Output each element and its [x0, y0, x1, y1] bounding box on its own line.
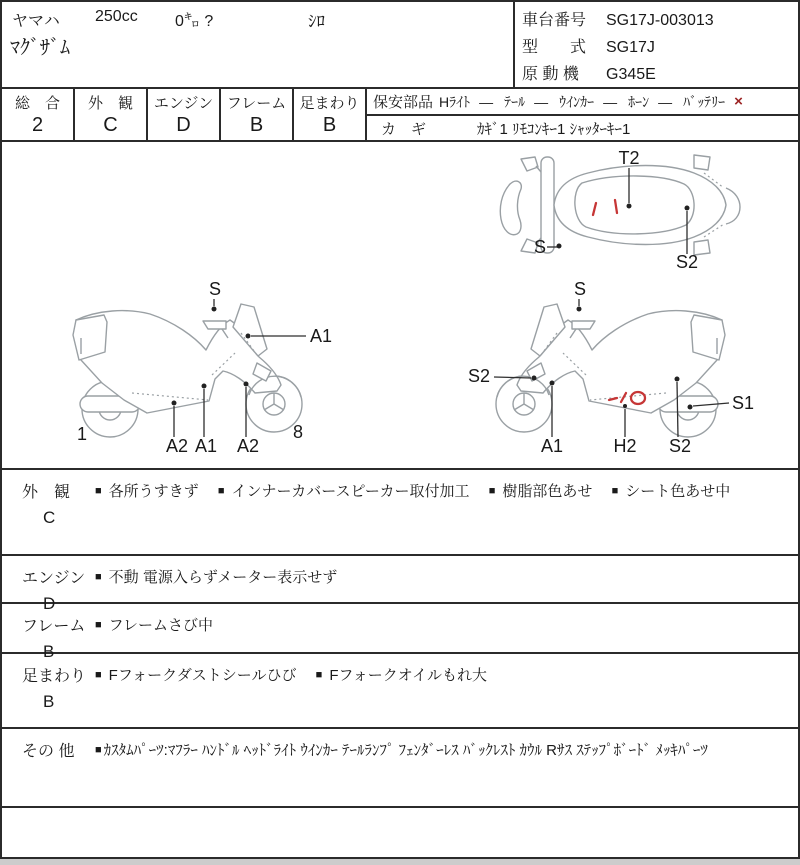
- diagram-label-a1: A1: [194, 436, 218, 456]
- left-side-view-diagram: [60, 278, 350, 463]
- diagram-label-s1: S1: [732, 393, 755, 413]
- note-item: ■ ｶｽﾀﾑﾊﾟｰﾂ:ﾏﾌﾗｰ ﾊﾝﾄﾞﾙ ﾍｯﾄﾞﾗｲﾄ ｳｲﾝｶｰ ﾃｰﾙﾗﾝﾌﾟ ﾌｪﾝﾀﾞｰﾚｽ ﾊﾞｯｸﾚｽﾄ ｶｳﾙ Rｻｽ ｽﾃｯﾌﾟﾎﾞｰﾄﾞ ﾒｯｷﾊﾟｰﾂ: [95, 742, 708, 759]
- grade-value: B: [322, 114, 337, 136]
- note-item: ■ 樹脂部色あせ: [488, 483, 593, 500]
- section-label: フレーム: [22, 618, 86, 635]
- mileage: 0㌔ ?: [175, 13, 214, 30]
- engine-code-row: [522, 61, 714, 88]
- section-frame: [2, 604, 798, 661]
- section-head: [2, 654, 95, 727]
- diagram-label-s: S: [534, 237, 547, 257]
- bullet-icon: ■: [95, 619, 102, 631]
- safety-and-keys: [367, 89, 798, 140]
- engine-code-label: 原 動 機: [522, 66, 579, 83]
- empty-footer-row: [2, 808, 798, 857]
- section-undercarriage: [2, 654, 798, 729]
- damage-diagram-panel: [2, 142, 798, 470]
- note-item: ■ インナーカバースピーカー取付加工: [217, 483, 470, 500]
- grade-cell-engine: [148, 89, 221, 140]
- grade-cell-undercarriage: [294, 89, 367, 140]
- grade-label: 外 観: [87, 95, 133, 112]
- bullet-icon: ■: [488, 485, 496, 497]
- model-name: ﾏｸﾞｻﾞﾑ: [10, 37, 70, 59]
- ratings-strip: [2, 89, 798, 142]
- mirror-left: [521, 157, 538, 171]
- bullet-icon: ■: [95, 744, 102, 756]
- section-head: [2, 556, 95, 613]
- grade-cell-overall: [2, 89, 75, 140]
- header-divider: [513, 2, 515, 87]
- grade-value: B: [249, 114, 264, 136]
- tail: [726, 188, 740, 224]
- keys-value: ｶｷﾞ1 ﾘﾓｺﾝｷｰ1 ｼｬｯﾀｰｷｰ1: [477, 120, 631, 138]
- note-item: ■ Fフォークオイルもれ大: [315, 667, 487, 684]
- section-label: エンジン: [22, 570, 86, 587]
- section-notes: [95, 556, 798, 602]
- diagram-label-s2-front: S2: [468, 366, 491, 386]
- note-item: ■ 不動 電源入らずメーター表示せず: [95, 569, 338, 586]
- note-item: ■ Fフォークダストシールひび: [95, 667, 297, 684]
- bullet-icon: ■: [315, 669, 323, 681]
- section-grade: B: [43, 692, 55, 711]
- section-engine: [2, 556, 798, 613]
- maker-name: ヤマハ: [12, 13, 60, 30]
- grade-label: 総 合: [14, 95, 60, 112]
- diagram-label-s2: S2: [675, 252, 699, 272]
- section-grade: D: [43, 594, 56, 613]
- chassis-number-label: 車台番号: [522, 12, 587, 29]
- vehicle-id-block: [522, 7, 714, 88]
- diagram-label-a2: A2: [236, 436, 260, 456]
- diagram-label-s: S: [208, 279, 222, 299]
- grade-value: C: [103, 114, 118, 136]
- safety-parts-title: 保安部品: [373, 94, 434, 111]
- grade-value: 2: [31, 114, 44, 136]
- safety-parts-row: [367, 89, 798, 116]
- status-mark: ―: [603, 93, 618, 110]
- grade-label: フレーム: [226, 95, 287, 112]
- front-fender: [500, 181, 521, 235]
- top-view-diagram: [496, 146, 766, 272]
- section-grade: B: [43, 642, 55, 661]
- section-grade: [2, 761, 95, 767]
- diagram-label-h2: H2: [613, 436, 637, 456]
- keys-title: カ ギ: [381, 120, 427, 138]
- diagram-label-pos-8: 8: [293, 422, 304, 442]
- grade-cell-frame: [221, 89, 294, 140]
- grade-label: エンジン: [153, 95, 214, 112]
- diagram-label-s: S: [573, 279, 587, 299]
- section-head: [2, 470, 95, 554]
- note-item: ■ シート色あせ中: [611, 483, 731, 500]
- diagram-label-a1-side: A1: [310, 326, 333, 346]
- safety-item-horn: ﾎｰﾝ ―: [628, 93, 673, 110]
- status-mark: ―: [658, 93, 673, 110]
- section-notes: [95, 470, 798, 554]
- section-label: 外 観: [22, 484, 71, 501]
- bullet-icon: ■: [95, 485, 102, 497]
- safety-item-tail: ﾃｰﾙ ―: [504, 93, 549, 110]
- section-grade: C: [43, 508, 56, 527]
- section-other: [2, 729, 798, 808]
- bullet-icon: ■: [95, 571, 102, 583]
- battery-ng-mark: ×: [734, 93, 743, 110]
- section-head: [2, 604, 95, 661]
- note-item: ■ フレームさび中: [95, 617, 214, 634]
- bullet-icon: ■: [95, 669, 102, 681]
- section-notes: [95, 604, 798, 652]
- section-label: その 他: [22, 743, 75, 760]
- bullet-icon: ■: [217, 485, 225, 497]
- model-code-label: 型 式: [522, 39, 587, 56]
- keys-row: [367, 116, 798, 140]
- section-notes: [95, 654, 798, 727]
- seat-top: [575, 176, 694, 234]
- diagram-label-pos-1: 1: [77, 424, 88, 444]
- safety-item-battery: ﾊﾞｯﾃﾘｰ ×: [683, 93, 743, 110]
- note-item: ■ 各所うすきず: [95, 483, 199, 500]
- body-color: ｼﾛ: [308, 12, 325, 31]
- status-mark: ―: [479, 93, 494, 110]
- model-code-row: [522, 34, 714, 61]
- section-exterior: [2, 470, 798, 556]
- safety-item-winker: ｳｲﾝｶｰ ―: [559, 93, 618, 110]
- diagram-label-s2-rear: S2: [668, 436, 692, 456]
- right-side-view-diagram: [460, 278, 760, 463]
- displacement: 250cc: [95, 8, 138, 25]
- engine-code-value: G345E: [606, 66, 656, 83]
- chassis-number-value: SG17J-003013: [606, 12, 714, 29]
- grade-value: D: [176, 114, 191, 136]
- section-head: [2, 729, 95, 806]
- diagram-label-t2: T2: [618, 148, 640, 168]
- model-code-value: SG17J: [606, 39, 655, 56]
- grade-label: 足まわり: [299, 95, 360, 112]
- section-label: 足まわり: [22, 668, 87, 685]
- grade-cell-exterior: [75, 89, 148, 140]
- status-mark: ―: [534, 93, 549, 110]
- bottom-gray-strip: [0, 859, 800, 865]
- diagram-label-a1: A1: [540, 436, 564, 456]
- header: [2, 2, 798, 89]
- chassis-number-row: [522, 7, 714, 34]
- diagram-label-a2: A2: [165, 436, 189, 456]
- bullet-icon: ■: [611, 485, 619, 497]
- section-notes: [95, 729, 798, 806]
- safety-item-headlight: Hﾗｲﾄ ―: [439, 93, 494, 110]
